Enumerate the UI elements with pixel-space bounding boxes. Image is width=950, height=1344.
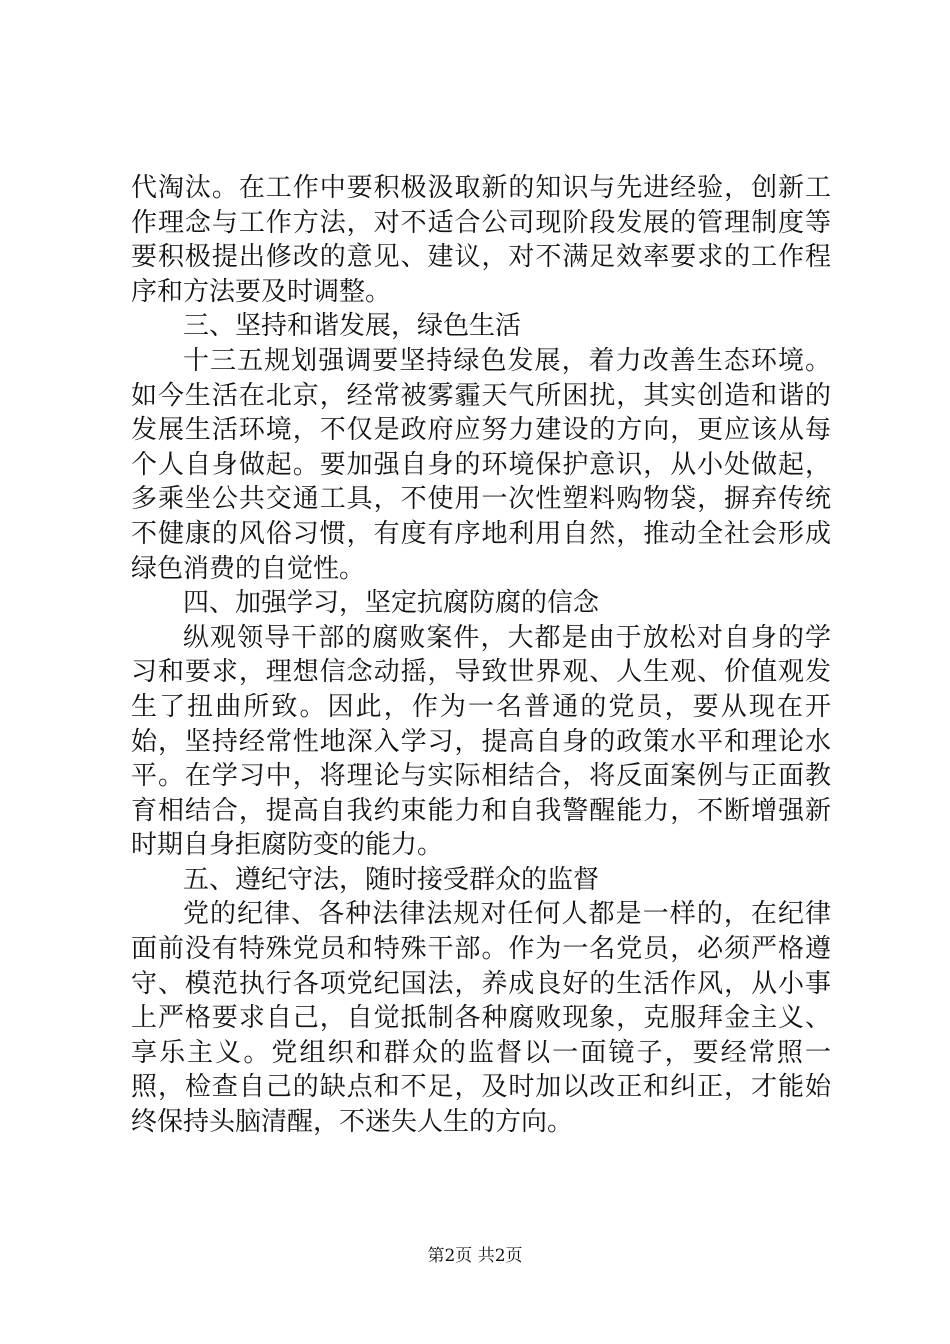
section-heading-4: 四、加强学习，坚定抗腐防腐的信念: [183, 588, 600, 619]
paragraph-discipline: 党的纪律、各种法律法规对任何人都是一样的，在纪律面前没有特殊党员和特殊干部。作为一名党员，必须严格遵守、模范执行各项党纪国法，养成良好的生活作风，从小事上严格要求自己，自觉抵制各种腐败现象，克服拜金主义、享乐主义。党组织和群众的监督以一面镜子，要经常照一照，检查自己的缺点和不足，及时加以改正和纠正，才能始终保持头脑清醒，不迷失人生的方向。: [131, 899, 831, 1138]
page-number-footer: 第2页 共2页: [427, 1246, 523, 1266]
section-heading-3: 三、坚持和谐发展，绿色生活: [183, 311, 522, 342]
paragraph-continuation: 代淘汰。在工作中要积极汲取新的知识与先进经验，创新工作理念与工作方法，对不适合公司现阶段发展的管理制度等要积极提出修改的意见、建议，对不满足效率要求的工作程序和方法要及时调整。: [131, 173, 831, 307]
document-body: [131, 171, 831, 1140]
paragraph-green-development: 十三五规划强调要坚持绿色发展，着力改善生态环境。如今生活在北京，经常被雾霾天气所困扰，其实创造和谐的发展生活环境，不仅是政府应努力建设的方向，更应该从每个人自身做起。要加强自身的环境保护意识，从小处做起，多乘坐公共交通工具，不使用一次性塑料购物袋，摒弃传统不健康的风俗习惯，有度有序地利用自然，推动全社会形成绿色消费的自觉性。: [131, 345, 831, 584]
section-heading-5: 五、遵纪守法，随时接受群众的监督: [183, 864, 600, 895]
paragraph-study: 纵观领导干部的腐败案件，大都是由于放松对自身的学习和要求，理想信念动摇，导致世界观、人生观、价值观发生了扭曲所致。因此，作为一名普通的党员，要从现在开始，坚持经常性地深入学习，提高自身的政策水平和理论水平。在学习中，将理论与实际相结合，将反面案例与正面教育相结合，提高自我约束能力和自我警醒能力，不断增强新时期自身拒腐防变的能力。: [131, 622, 831, 861]
